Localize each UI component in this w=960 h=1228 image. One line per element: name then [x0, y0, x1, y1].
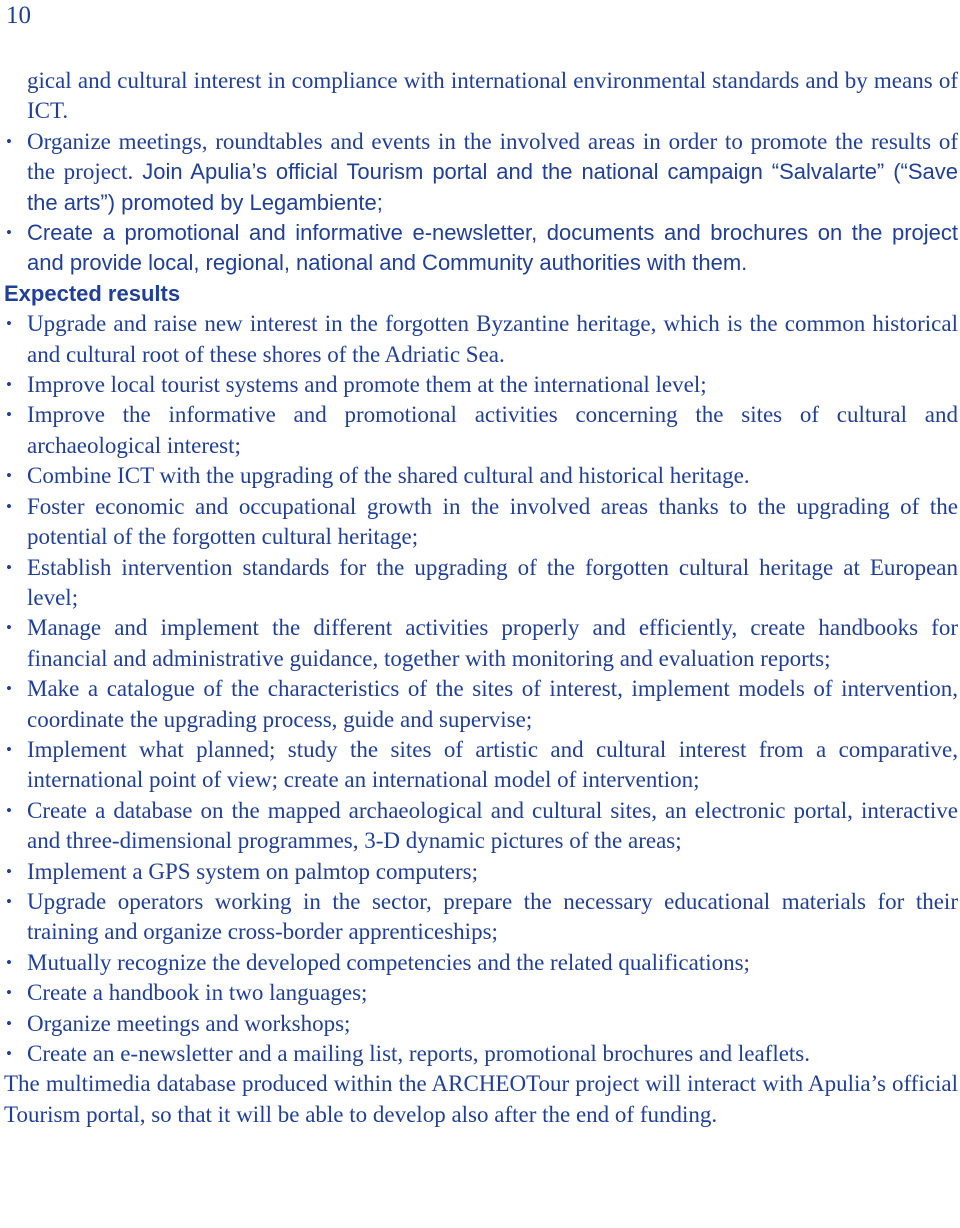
bullet-icon: • — [6, 679, 12, 699]
bullet-icon: • — [6, 223, 12, 243]
list-item — [4, 370, 958, 400]
list-item — [4, 127, 958, 218]
bullet-icon: • — [6, 314, 12, 334]
list-item-text: Foster economic and occupational growth in the involved areas thanks to the upgrading of the potential of the forgotten cultural heritage; — [27, 493, 958, 550]
bullet-icon: • — [6, 952, 12, 972]
list-item-text: Combine ICT with the upgrading of the shared cultural and historical heritage. — [27, 463, 750, 489]
list-item-text: Create a handbook in two languages; — [27, 980, 368, 1006]
list-item-text: Organize meetings and workshops; — [27, 1010, 351, 1036]
list-item — [4, 553, 958, 614]
list-item — [4, 978, 958, 1008]
bullet-icon: • — [6, 861, 12, 881]
bullet-icon: • — [6, 496, 12, 516]
list-item-text: Mutually recognize the developed competencies and the related qualifications; — [27, 949, 750, 975]
closing-paragraph: The multimedia database produced within the ARCHEOTour project will interact with Apulia’s official Tourism portal, so that it will be able to develop also after the end of funding. — [4, 1071, 958, 1127]
list-item-text: Manage and implement the different activities properly and efficiently, create handbooks for financial and administrative guidance, together with monitoring and evaluation reports; — [27, 615, 958, 671]
continuation-text: gical and cultural interest in compliance with international environmental standards and by means of ICT. — [27, 68, 958, 124]
list-item — [4, 948, 958, 978]
list-item-text: Improve the informative and promotional activities concerning the sites of cultural and archaeological interest; — [27, 402, 958, 458]
bullet-icon: • — [6, 466, 12, 486]
bullet-icon: • — [6, 891, 12, 911]
list-item-text: Improve local tourist systems and promote them at the international level; — [27, 372, 707, 398]
list-item — [4, 400, 958, 461]
list-item — [4, 461, 958, 491]
list-item-text: Upgrade and raise new interest in the forgotten Byzantine heritage, which is the common historical and cultural root of these shores of the Adriatic Sea. — [27, 311, 958, 367]
bullet-icon: • — [6, 131, 12, 151]
bullet-icon: • — [6, 405, 12, 425]
list-item-text: Create a promotional and informative e-newsletter, documents and brochures on the project and provide local, regional, national and Community authorities with them. — [27, 220, 958, 276]
page-number: 10 — [6, 2, 31, 29]
list-item — [4, 492, 958, 553]
bullet-icon: • — [6, 557, 12, 577]
list-item-text: Organize meetings, roundtables and events in the involved areas in order to promote the results of the project. — [27, 128, 958, 185]
list-item — [4, 309, 958, 370]
list-item-text: Upgrade operators working in the sector, prepare the necessary educational materials for their training and organize cross-border apprenticeships; — [27, 888, 958, 945]
bullet-icon: • — [6, 375, 12, 395]
expected-results-list — [4, 309, 958, 1069]
list-item-text: Implement what planned; study the sites of artistic and cultural interest from a comparative, international point of view; create an international model of intervention; — [27, 736, 958, 793]
document-body — [4, 66, 958, 1130]
list-item-text: Make a catalogue of the characteristics of the sites of interest, implement models of intervention, coordinate the upgrading process, guide and supervise; — [27, 676, 958, 732]
list-item — [4, 796, 958, 857]
bullet-icon: • — [6, 618, 12, 638]
intro-bullet-list — [4, 127, 958, 279]
bullet-icon: • — [6, 1044, 12, 1063]
list-item-text: Create an e-newsletter and a mailing list, reports, promotional brochures and leaflets. — [27, 1041, 811, 1066]
bullet-icon: • — [6, 800, 12, 820]
bullet-icon: • — [6, 1013, 12, 1033]
list-item — [4, 613, 958, 674]
list-item — [4, 218, 958, 279]
list-item — [4, 674, 958, 735]
list-item — [4, 1009, 958, 1039]
list-item — [4, 857, 958, 887]
bullet-icon: • — [6, 983, 12, 1003]
list-item — [4, 735, 958, 796]
list-item — [4, 1039, 958, 1069]
list-item — [4, 887, 958, 948]
bullet-icon: • — [6, 739, 12, 759]
list-item-text-sans: Join Apulia’s official Tourism portal and the national campaign “Salvalarte” (“Save the arts”) promoted by Legambiente; — [27, 159, 958, 215]
section-heading: Expected results — [4, 280, 181, 306]
list-item-text: Establish intervention standards for the upgrading of the forgotten cultural heritage at European level; — [27, 554, 958, 610]
list-item-text: Implement a GPS system on palmtop computers; — [27, 858, 479, 884]
list-item-text: Create a database on the mapped archaeological and cultural sites, an electronic portal, interactive and three-dimensional programmes, 3-D dynamic pictures of the areas; — [27, 797, 958, 854]
